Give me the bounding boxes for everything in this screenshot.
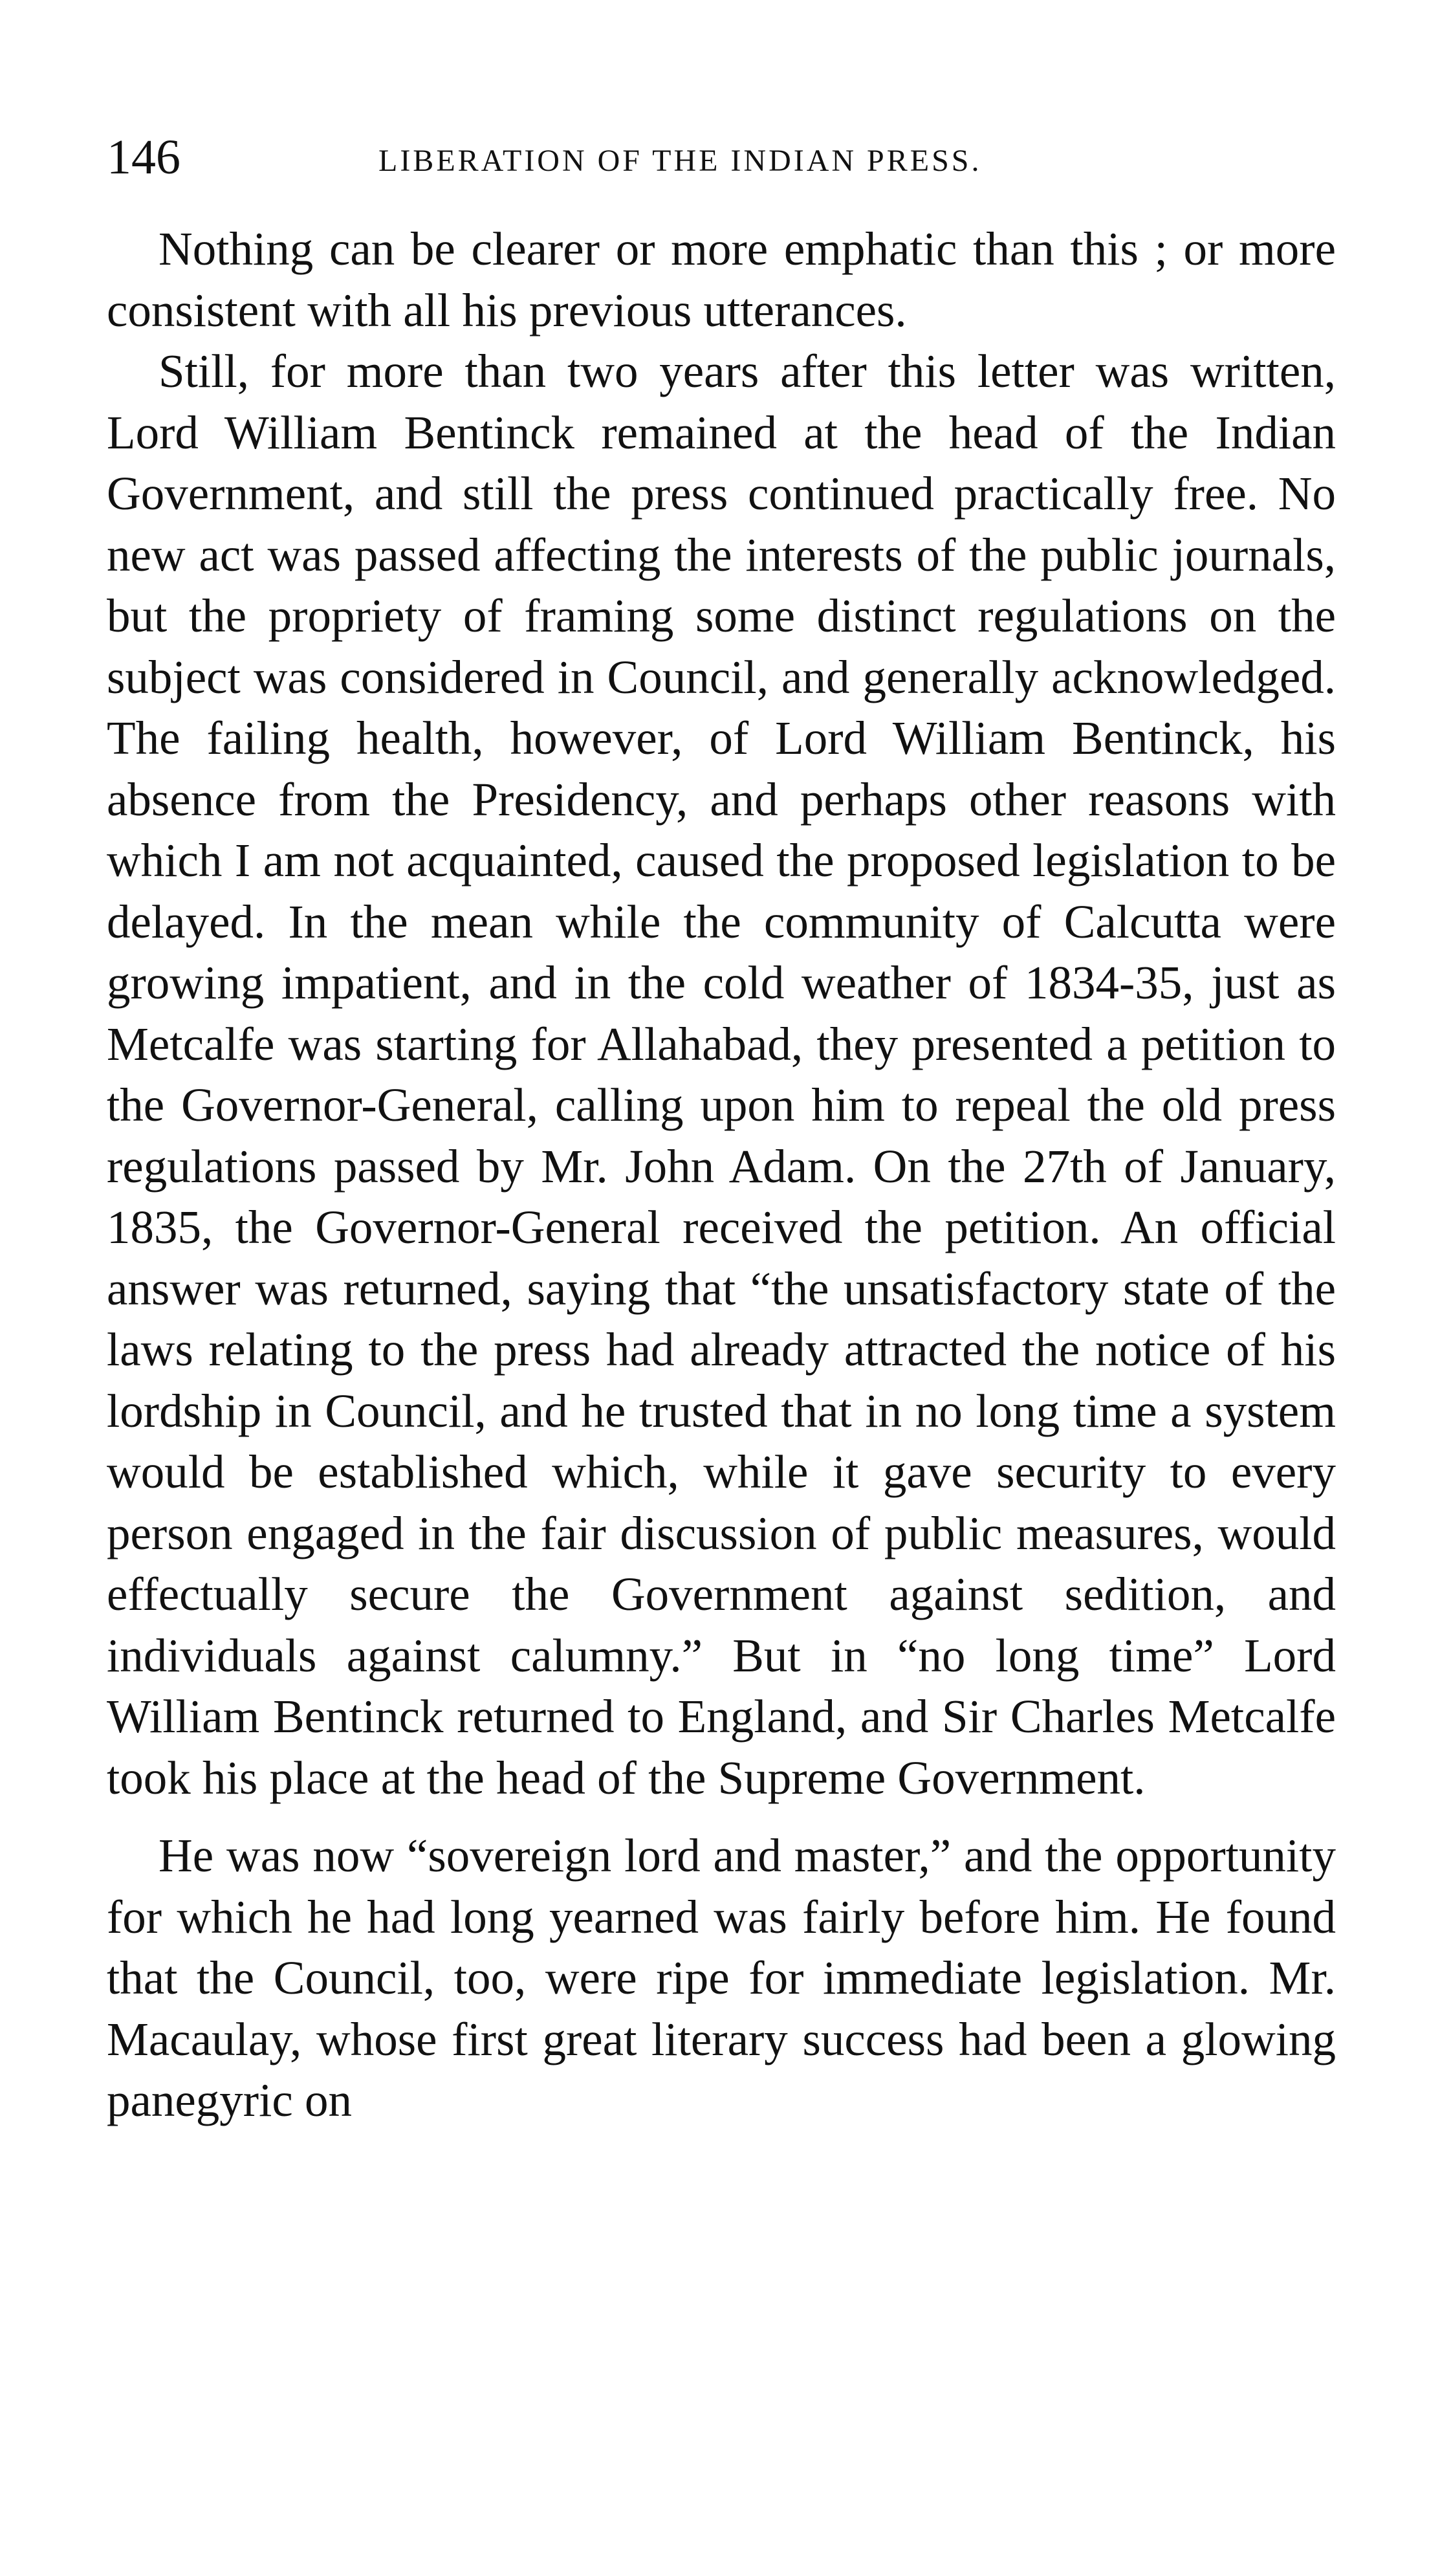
page-number: 146 bbox=[107, 130, 180, 184]
paragraph-3: He was now “sovereign lord and master,” and the opportunity for which he had long yearned was fairly before him. He found that the Council, too, were ripe for immediate legislation. Mr. Macaulay, whose first great literary success had been a glowing panegyric on bbox=[107, 1829, 1336, 2126]
body-text bbox=[107, 219, 1336, 2131]
paragraph-1: Nothing can be clearer or more emphatic than this ; or more consistent with all his previous utterances. bbox=[107, 223, 1336, 336]
running-title: LIBERATION OF THE INDIAN PRESS. bbox=[378, 144, 982, 178]
running-head bbox=[107, 128, 1336, 186]
paragraph-2: Still, for more than two years after this letter was written, Lord William Bentinck remained at the head of the Indian Government, and still the press continued practically free. No new act was passed affecting the interests of the public journals, but the propriety of framing some distinct regulations on the subject was considered in Council, and generally acknowledged. The failing health, however, of Lord William Bentinck, his absence from the Presidency, and perhaps other reasons with which I am not acquainted, caused the proposed legislation to be delayed. In the mean while the community of Calcutta were growing impatient, and in the cold weather of 1834-35, just as Metcalfe was starting for Allahabad, they presented a petition to the Governor-General, calling upon him to repeal the old press regulations passed by Mr. John Adam. On the 27th of January, 1835, the Governor-General received the petition. An official answer was returned, saying that “the unsatisfactory state of the laws relating to the press had already attracted the notice of his lordship in Council, and he trusted that in no long time a system would be established which, while it gave security to every person engaged in the fair discussion of public measures, would effectually secure the Government against sedition, and individuals against calumny.” But in “no long time” Lord William Bentinck returned to England, and Sir Charles Metcalfe took his place at the head of the Supreme Government. bbox=[107, 345, 1336, 1804]
